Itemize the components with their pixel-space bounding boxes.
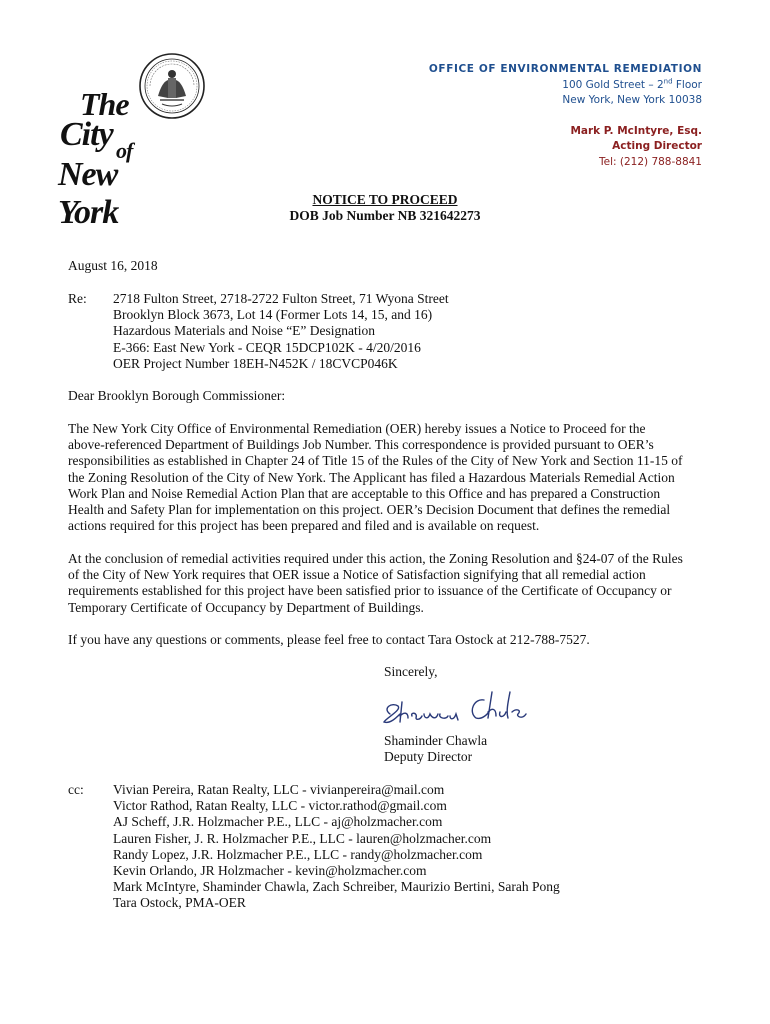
city-seal-icon [138,52,206,120]
cc-label: cc: [68,782,84,797]
letter-date: August 16, 2018 [68,258,158,273]
cc-recipient: Mark McIntyre, Shaminder Chawla, Zach Schreiber, Maurizio Bertini, Sarah Pong [113,879,560,895]
address-line-1-pre: 100 Gold Street – 2 [562,78,664,91]
wordmark-the: The [80,86,129,122]
paragraph-line: responsibilities as established in Chapter 24 of Title 15 of the Rules of the City of New York and Section 11-15 of [68,453,683,469]
re-line: Hazardous Materials and Noise “E” Designation [113,323,376,339]
body-paragraph-3 [68,632,708,648]
paragraph-line: If you have any questions or comments, please feel free to contact Tara Ostock at 212-788-7527. [68,632,590,647]
job-number: DOB Job Number NB 321642273 [289,208,481,223]
signer-block [384,733,487,765]
paragraph-line: The New York City Office of Environmental Remediation (OER) hereby issues a Notice to Proceed for the [68,421,646,436]
wordmark-new-york: New York [58,156,119,231]
letterhead [429,62,702,170]
cc-recipient: Randy Lopez, J.R. Holzmacher P.E., LLC - randy@holzmacher.com [113,846,483,862]
paragraph-line: above-referenced Department of Buildings Job Number. This correspondence is provided pursuant to OER’s [68,437,654,453]
paragraph-line: Temporary Certificate of Occupancy by Department of Buildings. [68,599,424,615]
cc-recipient: Lauren Fisher, J. R. Holzmacher P.E., LLC - lauren@holzmacher.com [113,830,492,846]
city-logo [58,52,208,231]
re-label: Re: [68,291,87,306]
cc-recipient: Victor Rathod, Ratan Realty, LLC - victor.rathod@gmail.com [113,798,447,814]
wordmark-city: City [60,116,113,153]
wordmark-of: of [116,138,133,163]
director-role: Acting Director [612,140,702,152]
notice-title: NOTICE TO PROCEED [312,192,458,207]
closing: Sincerely, [384,664,438,679]
paragraph-line: of the City of New York requires that OER issue a Notice of Satisfaction signifying that all remedial action [68,567,646,583]
body-paragraph-1 [68,421,708,534]
director-name: Mark P. McIntyre, Esq. [570,124,702,137]
cc-recipient: Vivian Pereira, Ratan Realty, LLC - vivianpereira@mail.com [113,782,445,797]
paragraph-line: actions required for this project has been prepared and filed and is available on request. [68,518,540,534]
paragraph-line: At the conclusion of remedial activities required under this action, the Zoning Resolution and §24-07 of the Rules [68,551,683,566]
re-line: Brooklyn Block 3673, Lot 14 (Former Lots 14, 15, and 16) [113,307,433,323]
address-line-2: New York, New York 10038 [562,94,702,106]
signer-title: Deputy Director [384,749,473,765]
office-phone: Tel: (212) 788-8841 [598,155,702,168]
cc-recipient: Tara Ostock, PMA-OER [113,895,246,911]
re-line: 2718 Fulton Street, 2718-2722 Fulton Street, 71 Wyona Street [113,291,449,306]
signature-image [376,684,546,730]
paragraph-line: requirements established for this project have been satisfied prior to issuance of the Certificate of Occupancy or [68,583,672,599]
address-line-1-post: Floor [672,78,702,91]
paragraph-line: the Zoning Resolution of the City of New York. The Applicant has filed a Hazardous Materials Remedial Action [68,469,675,485]
cc-recipient: AJ Scheff, J.R. Holzmacher P.E., LLC - aj@holzmacher.com [113,814,443,830]
re-line: E-366: East New York - CEQR 15DCP102K - 4/20/2016 [113,339,421,355]
office-name: OFFICE OF ENVIRONMENTAL REMEDIATION [428,63,702,75]
signer-name: Shaminder Chawla [384,733,488,748]
re-block [113,291,449,372]
salutation: Dear Brooklyn Borough Commissioner: [68,388,286,403]
paragraph-line: Health and Safety Plan for implementation on this project. OER’s Decision Document that defines the remedial [68,502,671,518]
re-line: OER Project Number 18EH-N452K / 18CVCP046K [113,355,398,371]
body-paragraph-2 [68,551,708,616]
address-line-1 [429,78,702,94]
paragraph-line: Work Plan and Noise Remedial Action Plan that are acceptable to this Office and has prepared a Construction [68,485,661,501]
notice-heading [0,192,770,224]
address-line-1-sup: nd [663,77,673,85]
cc-list [113,782,560,912]
cc-recipient: Kevin Orlando, JR Holzmacher - kevin@holzmacher.com [113,863,427,879]
